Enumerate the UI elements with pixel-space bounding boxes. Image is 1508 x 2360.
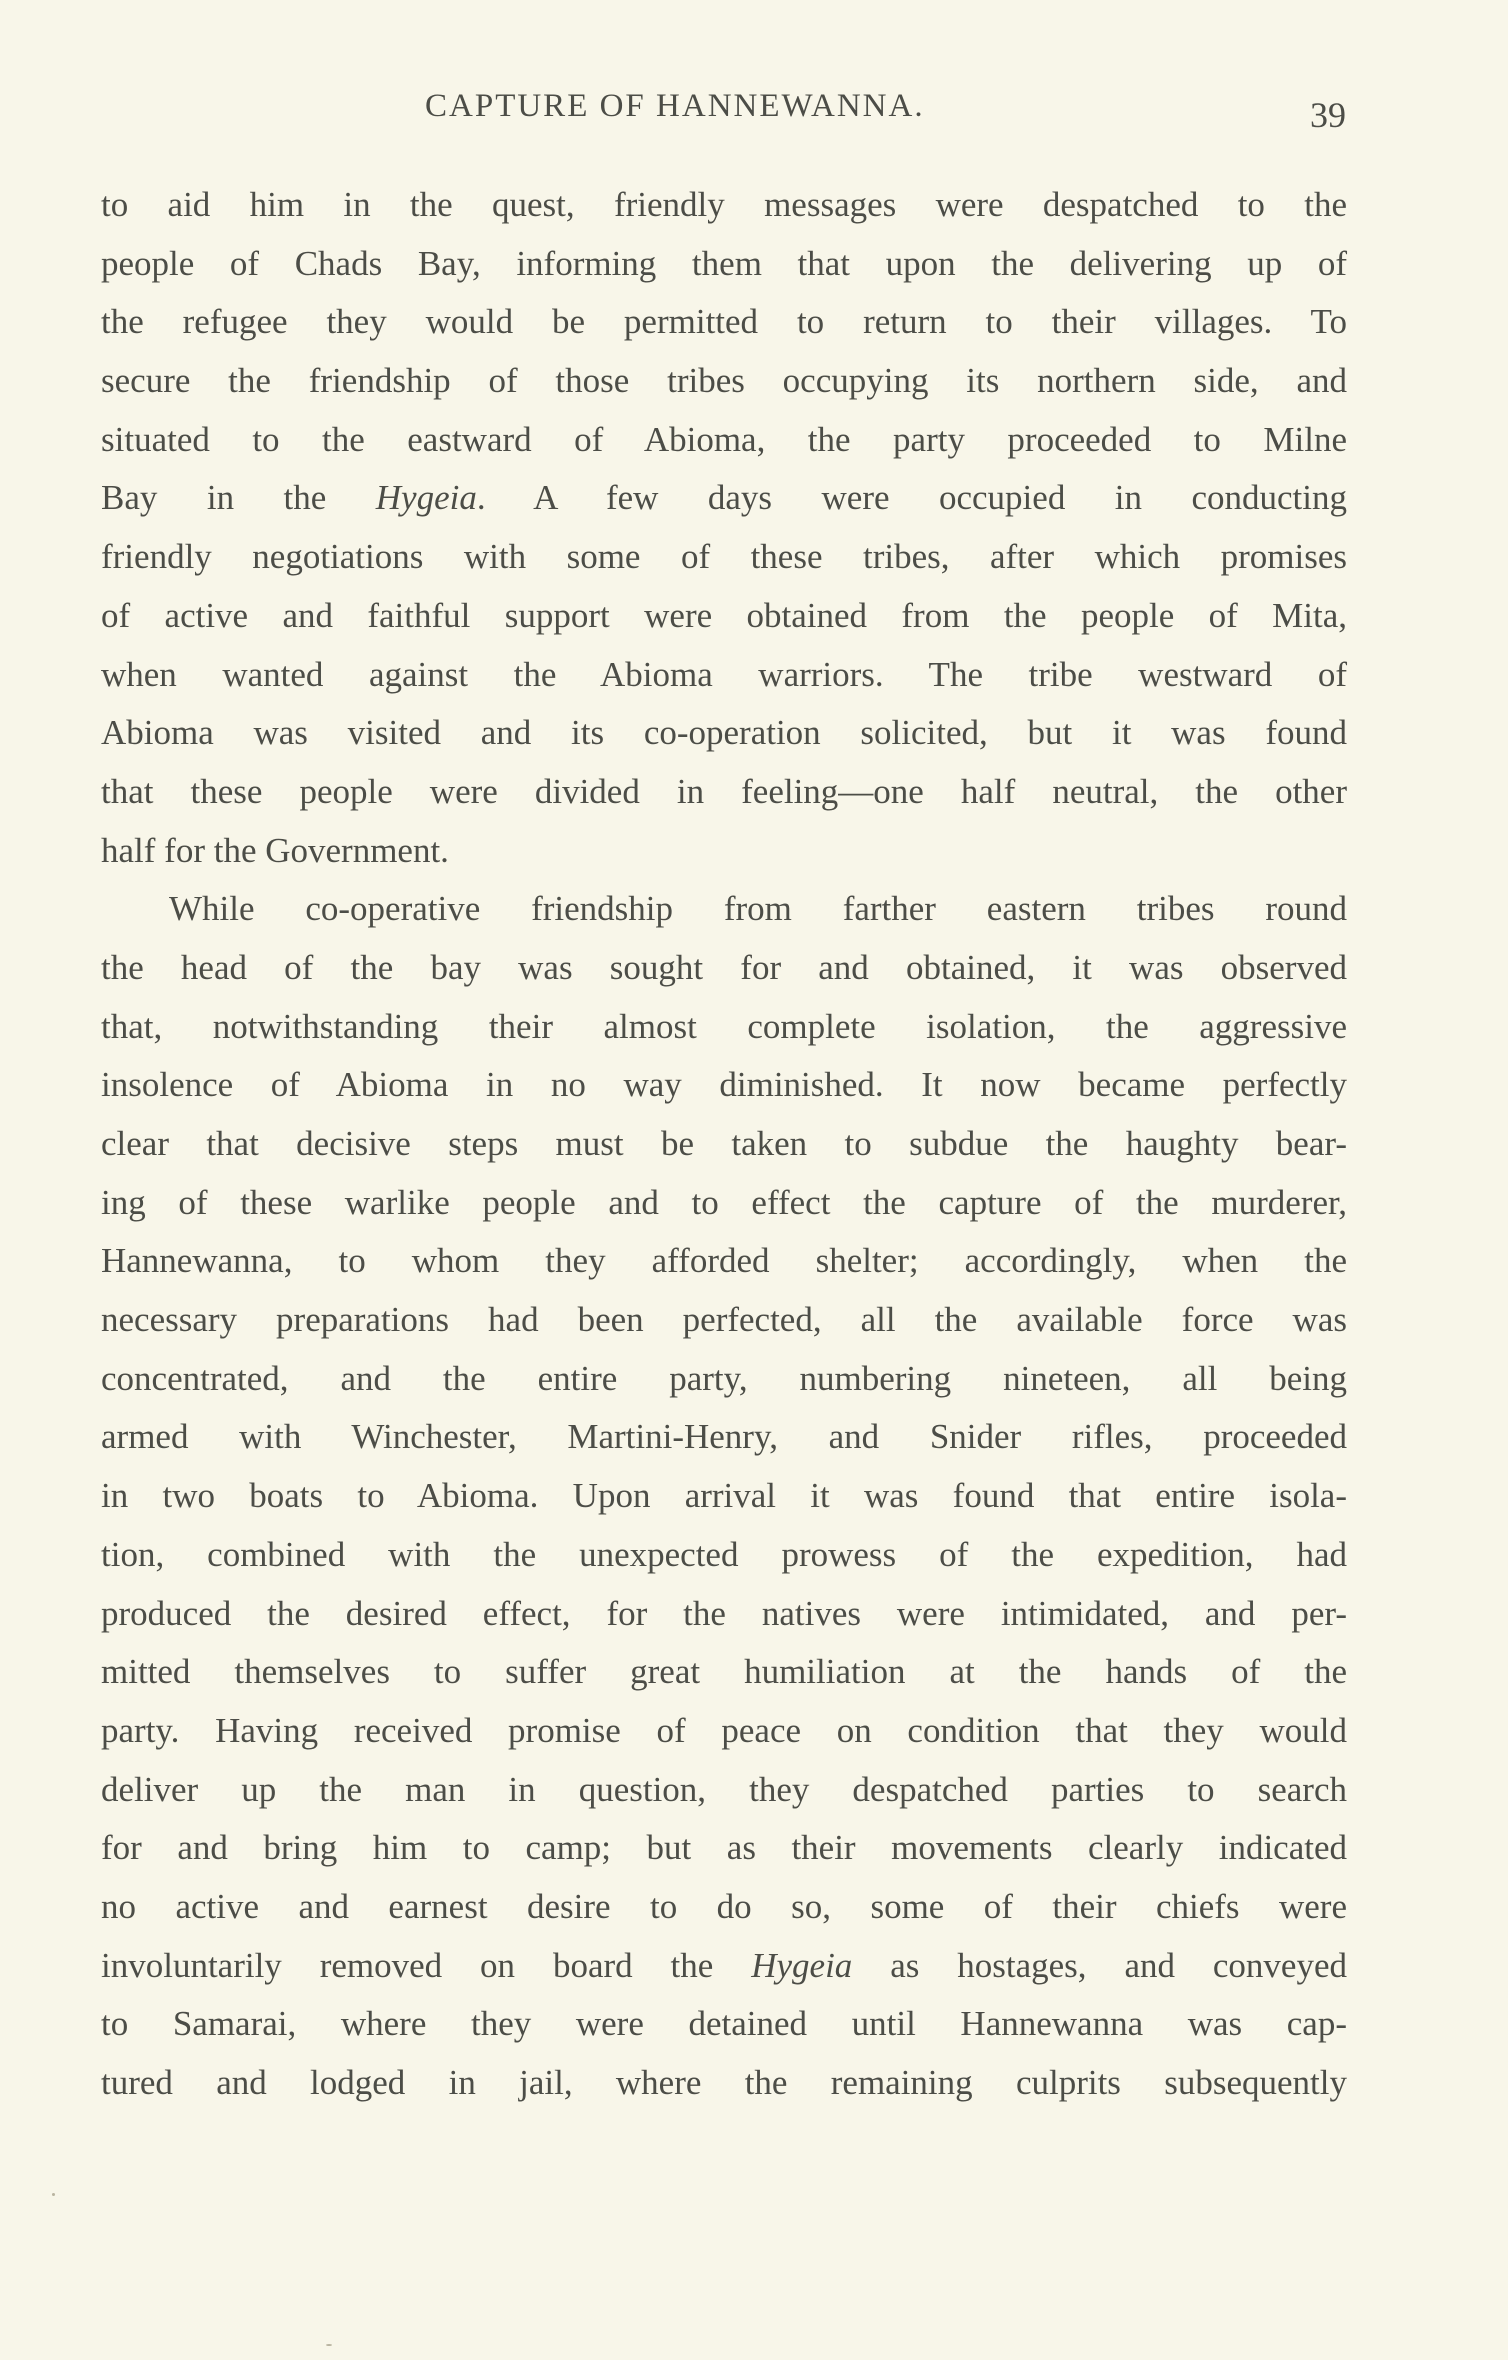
text-line: of active and faithful support were obtained from the people of Mita, <box>101 595 1347 635</box>
text-line: half for the Government. <box>101 830 449 870</box>
paper-speck <box>326 2344 332 2346</box>
text-line: produced the desired effect, for the natives were intimidated, and per- <box>101 1593 1347 1633</box>
text-line: secure the friendship of those tribes occupying its northern side, and <box>101 361 1347 401</box>
paragraph-1 <box>101 176 1347 880</box>
text-line: clear that decisive steps must be taken to subdue the haughty bear- <box>101 1124 1347 1163</box>
text-line: to aid him in the quest, friendly messages were despatched to the <box>101 185 1347 224</box>
text-line: in two boats to Abioma. Upon arrival it was found that entire isola- <box>101 1476 1347 1516</box>
text-line: people of Chads Bay, informing them that upon the delivering up of <box>101 243 1347 283</box>
text-line: mitted themselves to suffer great humiliation at the hands of the <box>101 1652 1347 1692</box>
running-title: CAPTURE OF HANNEWANNA. <box>425 88 925 124</box>
text-line: Hannewanna, to whom they afforded shelter; accordingly, when the <box>101 1241 1347 1281</box>
text-line: concentrated, and the entire party, numbering nineteen, all being <box>101 1358 1347 1398</box>
text-line: situated to the eastward of Abioma, the party proceeded to Milne <box>101 419 1347 459</box>
body-text <box>101 176 1347 2113</box>
text-line: when wanted against the Abioma warriors. The tribe westward of <box>101 654 1347 694</box>
text-line: party. Having received promise of peace on condition that they would <box>101 1710 1347 1750</box>
text-line: no active and earnest desire to do so, some of their chiefs were <box>101 1886 1347 1926</box>
text-line: armed with Winchester, Martini-Henry, and Snider rifles, proceeded <box>101 1417 1347 1457</box>
text-line: ing of these warlike people and to effect the capture of the murderer, <box>101 1182 1347 1222</box>
text-line: Bay in the Hygeia. A few days were occupied in conducting <box>101 478 1347 518</box>
paragraph-2 <box>101 880 1347 2112</box>
paper-speck <box>52 2193 55 2196</box>
page-header <box>0 88 1508 138</box>
page-number: 39 <box>1310 95 1346 135</box>
text-line: Abioma was visited and its co-operation solicited, but it was found <box>101 713 1347 753</box>
text-line: necessary preparations had been perfected, all the available force was <box>101 1300 1347 1340</box>
text-line: for and bring him to camp; but as their movements clearly indicated <box>101 1828 1347 1868</box>
text-line: the refugee they would be permitted to return to their villages. To <box>101 302 1347 342</box>
text-line: to Samarai, where they were detained until Hannewanna was cap- <box>101 2004 1347 2044</box>
text-line: deliver up the man in question, they despatched parties to search <box>101 1769 1347 1809</box>
text-line: that these people were divided in feeling—one half neutral, the other <box>101 771 1347 811</box>
text-line: tion, combined with the unexpected prowess of the expedition, had <box>101 1534 1347 1574</box>
text-line: involuntarily removed on board the Hygeia as hostages, and conveyed <box>101 1945 1347 1985</box>
text-line: friendly negotiations with some of these tribes, after which promises <box>101 537 1347 577</box>
text-line: the head of the bay was sought for and obtained, it was observed <box>101 947 1347 987</box>
text-line: that, notwithstanding their almost complete isolation, the aggressive <box>101 1006 1347 1046</box>
text-line: insolence of Abioma in no way diminished. It now became perfectly <box>101 1065 1347 1105</box>
text-line: tured and lodged in jail, where the remaining culprits subsequently <box>101 2063 1347 2102</box>
text-line: While co-operative friendship from farther eastern tribes round <box>169 889 1347 929</box>
